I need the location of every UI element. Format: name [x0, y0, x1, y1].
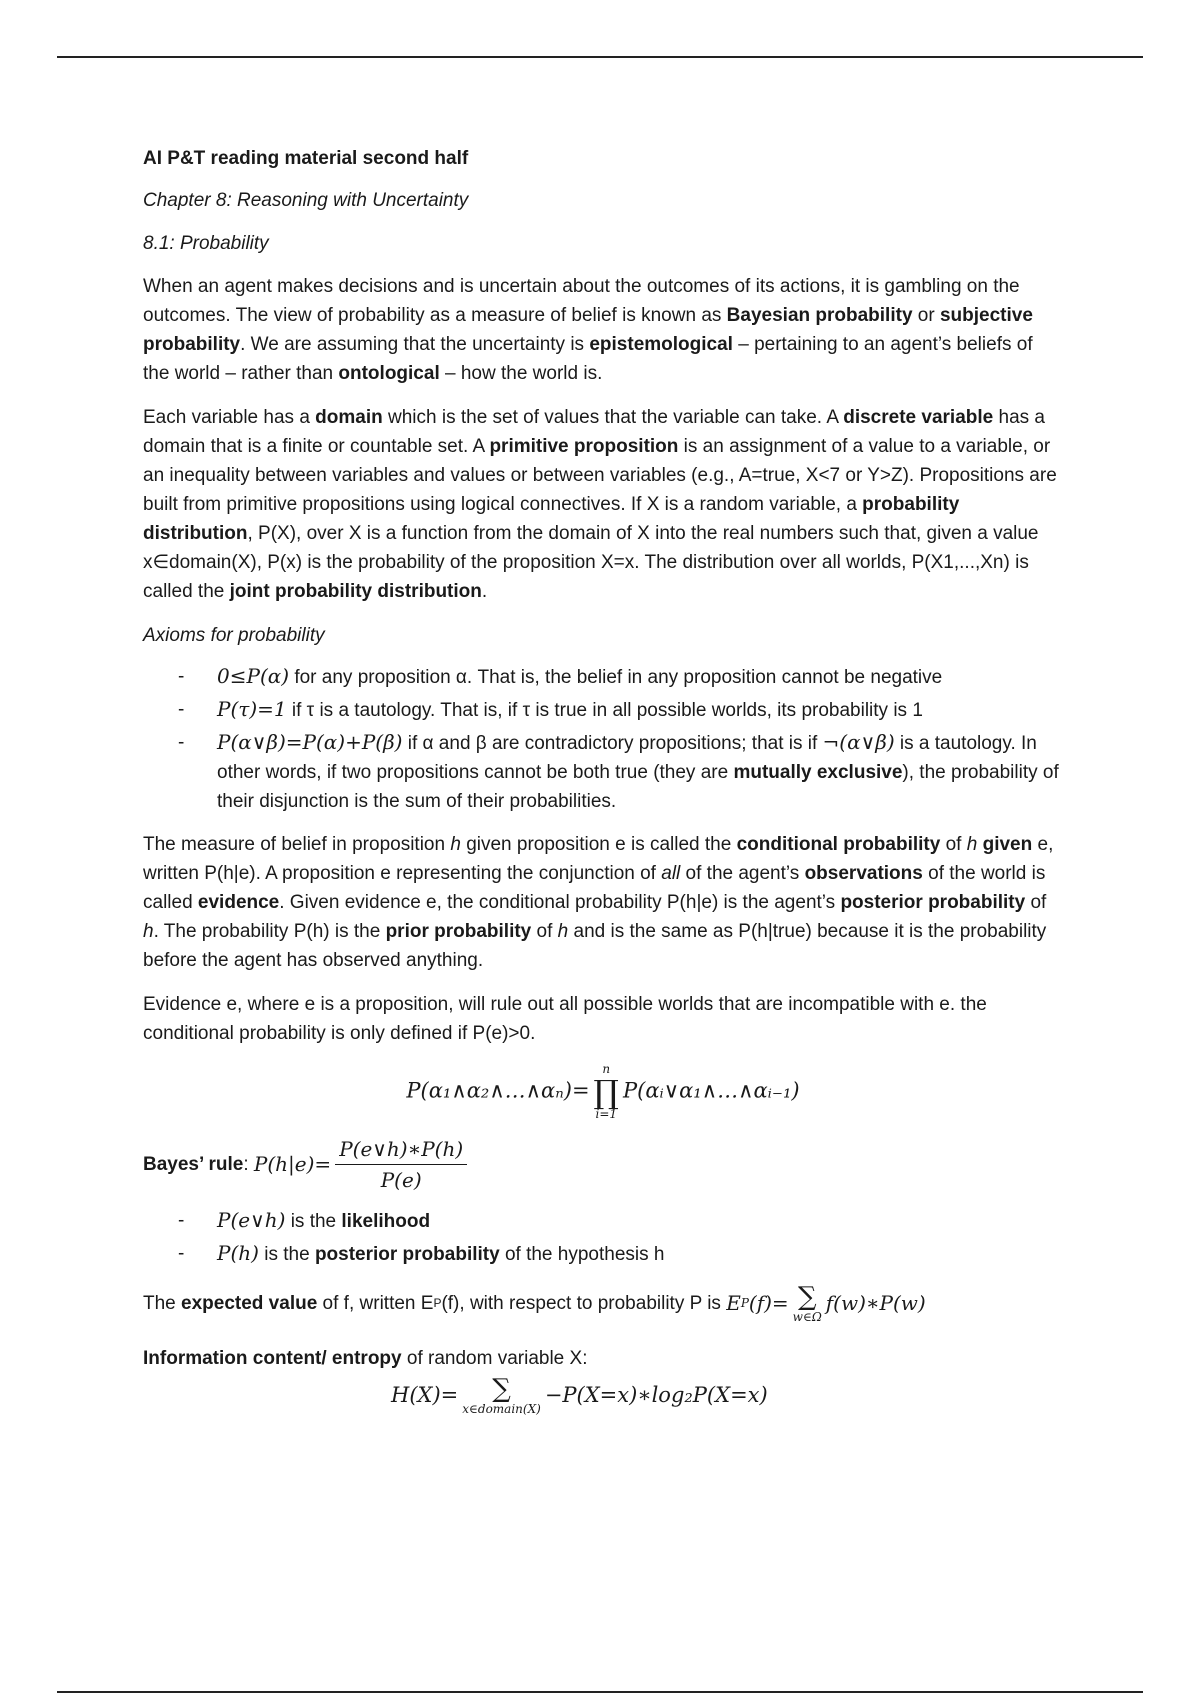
term-bold: domain: [315, 407, 383, 428]
text: of: [1025, 892, 1047, 913]
bayes-terms-list: [143, 1206, 1063, 1269]
bayes-label: Bayes’ rule: [143, 1154, 244, 1175]
math: P(α∨β)=P(α)+P(β): [217, 730, 403, 754]
lower-limit: i=1: [595, 1107, 618, 1121]
text: or: [912, 305, 940, 326]
emphasis: all: [661, 863, 681, 884]
text: is the: [258, 1244, 315, 1265]
text: . We are assuming that the uncertainty is: [240, 334, 590, 355]
upper-limit: n: [602, 1062, 611, 1076]
text: The measure of belief in proposition: [143, 834, 451, 855]
term-bold: prior probability: [385, 921, 532, 942]
text: :: [243, 1154, 254, 1175]
list-item: [143, 695, 1063, 725]
term-bold: discrete variable: [843, 407, 994, 428]
list-item: [143, 1206, 1063, 1236]
text: of the agent’s: [680, 863, 805, 884]
term-bold: epistemological: [589, 334, 733, 355]
equation-rhs: −P(X=x)∗log₂P(X=x): [544, 1383, 768, 1407]
text: for any proposition α. That is, the belief in any proposition cannot be negative: [289, 667, 943, 688]
entropy-heading: [143, 1344, 1063, 1373]
numerator: P(e∨h)∗P(h): [335, 1135, 467, 1165]
sum-symbol: ∑: [492, 1374, 511, 1404]
paragraph-conditional: [143, 830, 1063, 975]
term-bold: mutually exclusive: [733, 762, 903, 783]
document-body: [143, 144, 1063, 1416]
text: and is the same as P(h|true) because it is the probability before the agent has observed anything.: [143, 921, 1047, 971]
list-item: [143, 1239, 1063, 1269]
term-bold: probability distribution: [143, 494, 960, 544]
equation-rhs: P(αᵢ∨α₁∧…∧αᵢ₋₁): [623, 1078, 800, 1103]
math-var: h: [143, 921, 154, 942]
term-bold: ontological: [338, 363, 440, 384]
text: if α and β are contradictory propositions; that is if: [402, 733, 823, 754]
term-bold: subjective probability: [143, 305, 1033, 355]
term-bold: likelihood: [341, 1211, 431, 1232]
text: which is the set of values that the variable can take. A: [382, 407, 844, 428]
axioms-heading: Axioms for probability: [143, 625, 325, 646]
fraction: [335, 1135, 467, 1194]
text: . The probability P(h) is the: [153, 921, 386, 942]
text: of the world is called: [143, 863, 1046, 913]
section-heading: 8.1: Probability: [143, 233, 269, 254]
math-var: h: [450, 834, 461, 855]
math: P(e∨h): [217, 1208, 286, 1232]
list-item: [143, 728, 1063, 816]
subscript: P: [740, 1296, 749, 1310]
equation-lhs: P(α₁∧α₂∧…∧αₙ)=: [406, 1078, 590, 1103]
equation-rhs: f(w)∗P(w): [825, 1291, 926, 1315]
chapter-heading: Chapter 8: Reasoning with Uncertainty: [143, 190, 469, 211]
text: . Given evidence e, the conditional probability P(h|e) is the agent’s: [279, 892, 841, 913]
term-bold: Bayesian probability: [726, 305, 913, 326]
sum-operator: [462, 1375, 541, 1416]
equation-lhs: E: [726, 1291, 741, 1315]
text: The: [143, 1293, 182, 1314]
paragraph-bayesian: [143, 272, 1063, 388]
text: is the: [285, 1211, 342, 1232]
text: of: [531, 921, 558, 942]
term-bold: posterior probability: [314, 1244, 500, 1265]
text: Each variable has a: [143, 407, 316, 428]
math: P(τ)=1: [217, 697, 287, 721]
product-symbol: ∏: [593, 1073, 620, 1111]
expected-value-line: [143, 1283, 1063, 1324]
math: P(h): [217, 1241, 259, 1265]
list-item: [143, 662, 1063, 692]
text: of the hypothesis h: [499, 1244, 665, 1265]
text: e, written P(h|e). A proposition e representing the conjunction of: [143, 834, 1054, 884]
equation-lhs: P(h|e)=: [253, 1152, 332, 1176]
sum-operator: [793, 1283, 822, 1324]
footer-rule: [57, 1691, 1143, 1693]
math-var: h: [557, 921, 569, 942]
text: of random variable X:: [401, 1348, 588, 1369]
text: , P(X), over X is a function from the domain of X into the real numbers such that, given a value x∈domain(X), P(x) is the probability of the proposition X=x. The distribution over all worlds, P(X1,...,Xn) is called the: [143, 523, 1039, 602]
text: – how the world is.: [439, 363, 603, 384]
bayes-rule: [143, 1135, 1063, 1194]
text: is an assignment of a value to a variable, or an inequality between variables and values or between variables (e.g., A=true, X<7 or Y>Z). Propositions are built from primitive propositions using logical connectives. If X is a random variable, a: [143, 436, 1057, 515]
term-bold: observations: [804, 863, 923, 884]
term-bold: primitive proposition: [489, 436, 679, 457]
term-bold: evidence: [197, 892, 280, 913]
text: of: [940, 834, 967, 855]
math: 0≤P(α): [217, 664, 290, 688]
product-operator: [594, 1063, 619, 1121]
term-bold: Information content/ entropy: [143, 1348, 402, 1369]
chain-rule-equation: [143, 1063, 1063, 1121]
term-bold: posterior probability: [840, 892, 1026, 913]
text: of f, written E: [317, 1293, 434, 1314]
sum-symbol: ∑: [797, 1282, 817, 1312]
paragraph-evidence: Evidence e, where e is a proposition, will rule out all possible worlds that are incompatible with e. the conditional probability is only defined if P(e)>0.: [143, 994, 987, 1044]
lower-limit: w∈Ω: [792, 1310, 822, 1324]
math: ¬(α∨β): [822, 730, 895, 754]
equation-lhs: (f)=: [748, 1291, 789, 1315]
axioms-list: [143, 662, 1063, 816]
text: ), the probability of their disjunction is the sum of their probabilities.: [217, 762, 1059, 812]
term-bold: expected value: [181, 1293, 318, 1314]
paragraph-domain: [143, 403, 1063, 606]
math-var: h: [966, 834, 978, 855]
term-bold: joint probability distribution: [229, 581, 482, 602]
term-bold: given: [977, 834, 1033, 855]
header-rule: [57, 56, 1143, 58]
text: given proposition e is called the: [460, 834, 737, 855]
text: if τ is a tautology. That is, if τ is true in all possible worlds, its probability is 1: [286, 700, 923, 721]
text: When an agent makes decisions and is uncertain about the outcomes of its actions, it is gambling on the outcomes. The view of probability as a measure of belief is known as: [143, 276, 1020, 326]
text: (f), with respect to probability P is: [441, 1293, 727, 1314]
term-bold: conditional probability: [736, 834, 941, 855]
lower-limit: x∈domain(X): [462, 1402, 541, 1416]
text: has a domain that is a finite or countable set. A: [143, 407, 1045, 457]
text: .: [481, 581, 488, 602]
equation-lhs: H(X)=: [391, 1383, 459, 1407]
subscript: P: [433, 1296, 442, 1310]
expected-value-equation: [726, 1283, 925, 1324]
document-title: AI P&T reading material second half: [143, 148, 469, 169]
denominator: P(e): [380, 1168, 422, 1192]
entropy-equation: [391, 1375, 1063, 1416]
text: is a tautology. In other words, if two propositions cannot be both true (they are: [217, 733, 1037, 783]
text: – pertaining to an agent’s beliefs of the world – rather than: [143, 334, 1033, 384]
